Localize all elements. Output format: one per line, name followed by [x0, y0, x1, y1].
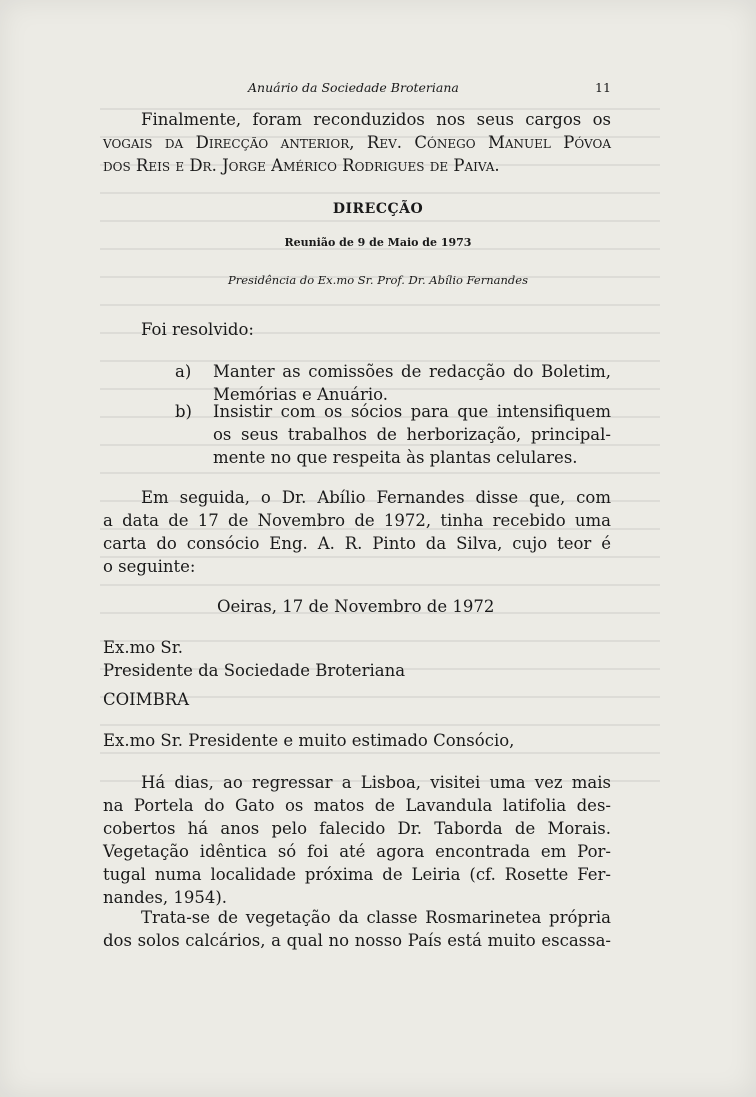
text-line: Há dias, ao regressar a Lisboa, visitei uma vez mais	[141, 773, 611, 792]
text-line: mente no que respeita às plantas celulares.	[213, 448, 578, 467]
list-marker: b)	[175, 402, 192, 421]
text-line: Insistir com os sócios para que intensifiquem	[213, 402, 611, 421]
text-line: Foi resolvido:	[141, 320, 254, 339]
text-line: Trata-se de vegetação da classe Rosmarinetea própria	[141, 908, 611, 927]
text-line: Manter as comissões de redacção do Boletim,	[213, 362, 611, 381]
letter-place-date: Oeiras, 17 de Novembro de 1972	[217, 597, 495, 616]
letter-city: COIMBRA	[103, 690, 190, 709]
letter-recipient: Presidente da Sociedade Broteriana	[103, 661, 406, 680]
text-line: a data de 17 de Novembro de 1972, tinha recebido uma	[103, 511, 611, 530]
letter-salutation: Ex.mo Sr.	[103, 638, 184, 657]
paragraph-4	[103, 906, 611, 952]
text-line: Memórias e Anuário.	[213, 385, 389, 404]
text-line: nandes, 1954).	[103, 888, 228, 907]
text-line: Vegetação idêntica só foi até agora encontrada em Por-	[103, 842, 611, 861]
section-heading: DIRECÇÃO	[332, 201, 424, 217]
text-line: dos solos calcários, a qual no nosso País está muito escassa-	[103, 931, 611, 950]
text-line: Em seguida, o Dr. Abílio Fernandes disse que, com	[141, 488, 611, 507]
text-line: dos Reis e Dr. Jorge Américo Rodrigues de Paiva.	[103, 156, 500, 175]
list-marker: a)	[175, 362, 192, 381]
running-title: Anuário da Sociedade Broteriana	[248, 80, 459, 95]
text-line: Finalmente, foram reconduzidos nos seus cargos os	[141, 110, 611, 129]
text-line: cobertos há anos pelo falecido Dr. Taborda de Morais.	[103, 819, 611, 838]
text-line: vogais da Direcção anterior, Rev. Cónego Manuel Póvoa	[103, 133, 611, 152]
paragraph-2	[103, 486, 611, 578]
paragraph-1	[103, 108, 611, 177]
text-line: carta do consócio Eng. A. R. Pinto da Silva, cujo teor é	[103, 534, 611, 553]
text-line: o seguinte:	[103, 557, 196, 576]
paragraph-3	[103, 771, 611, 909]
text-line: os seus trabalhos de herborização, principal-	[213, 425, 611, 444]
page-number: 11	[595, 80, 611, 95]
resolved-line	[103, 318, 611, 341]
letter-greeting: Ex.mo Sr. Presidente e muito estimado Consócio,	[103, 731, 515, 750]
text-line: na Portela do Gato os matos de Lavandula latifolia des-	[103, 796, 611, 815]
presidency-line: Presidência do Ex.mo Sr. Prof. Dr. Abílio Fernandes	[228, 273, 528, 287]
text-line: tugal numa localidade próxima de Leiria (cf. Rosette Fer-	[103, 865, 611, 884]
meeting-date: Reunião de 9 de Maio de 1973	[284, 236, 472, 249]
